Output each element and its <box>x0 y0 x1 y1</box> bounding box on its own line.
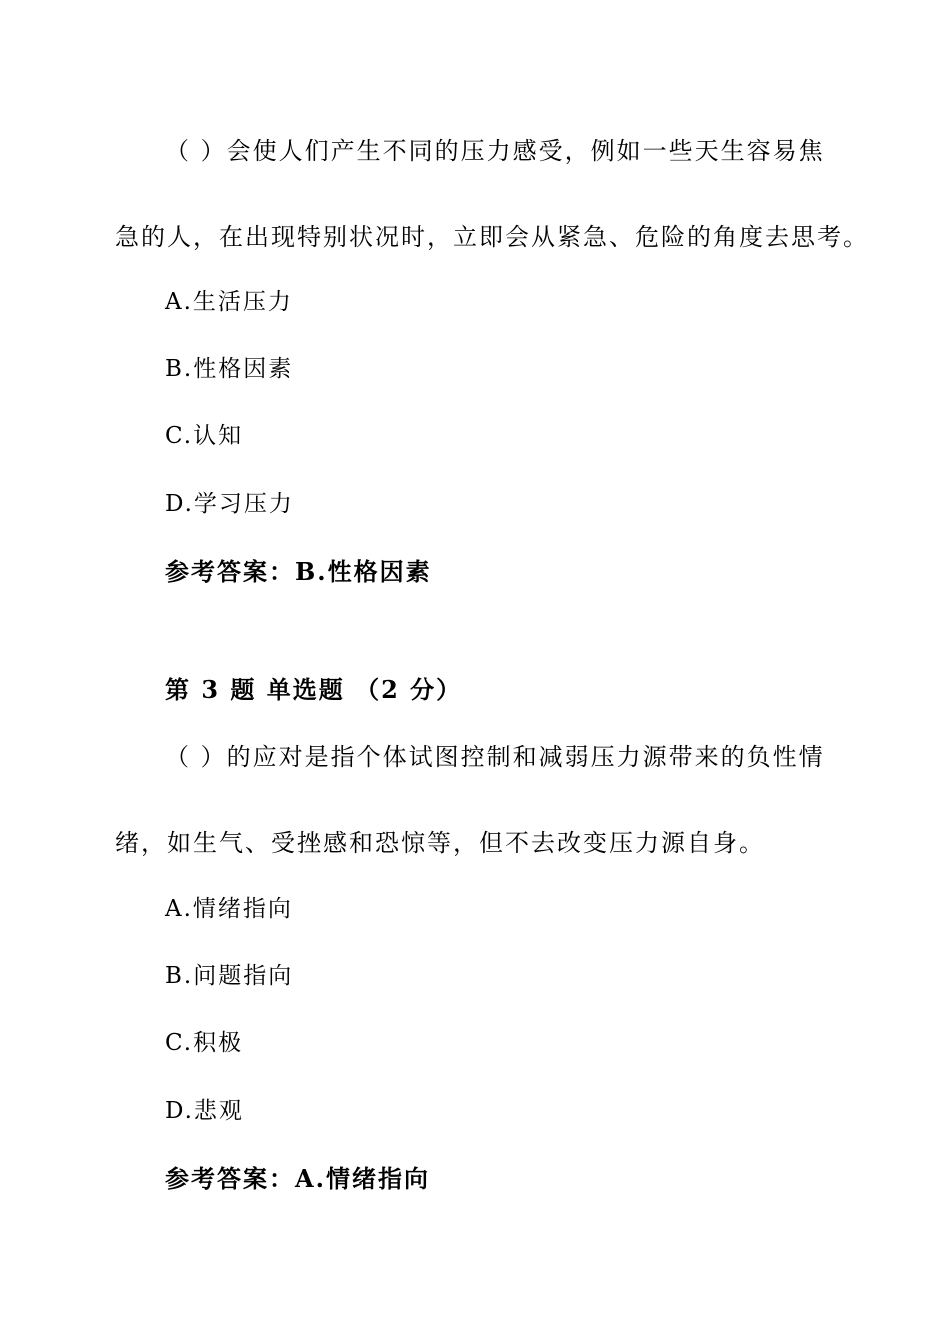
question-stem-line: 急的人，在出现特别状况时，立即会从紧急、危险的角度去思考。 <box>115 223 869 251</box>
reference-answer: 参考答案：A.情绪指向 <box>165 1164 430 1193</box>
option-b: B.问题指向 <box>165 963 294 989</box>
option-a: A.情绪指向 <box>165 896 293 922</box>
option-c: C.积极 <box>165 1030 244 1056</box>
option-a: A.生活压力 <box>165 289 293 315</box>
option-c: C.认知 <box>165 423 244 449</box>
question-stem-line: 绪，如生气、受挫感和恐惊等，但不去改变压力源自身。 <box>115 829 765 857</box>
question-stem-line: （ ）的应对是指个体试图控制和减弱压力源带来的负性情 <box>165 743 825 771</box>
option-d: D.学习压力 <box>165 491 294 517</box>
option-b: B.性格因素 <box>165 356 294 382</box>
option-d: D.悲观 <box>165 1098 244 1124</box>
question-stem-line: （ ）会使人们产生不同的压力感受，例如一些天生容易焦 <box>165 137 825 165</box>
reference-answer: 参考答案：B.性格因素 <box>165 557 432 586</box>
question-header: 第 3 题 单选题 （2 分） <box>165 675 463 704</box>
